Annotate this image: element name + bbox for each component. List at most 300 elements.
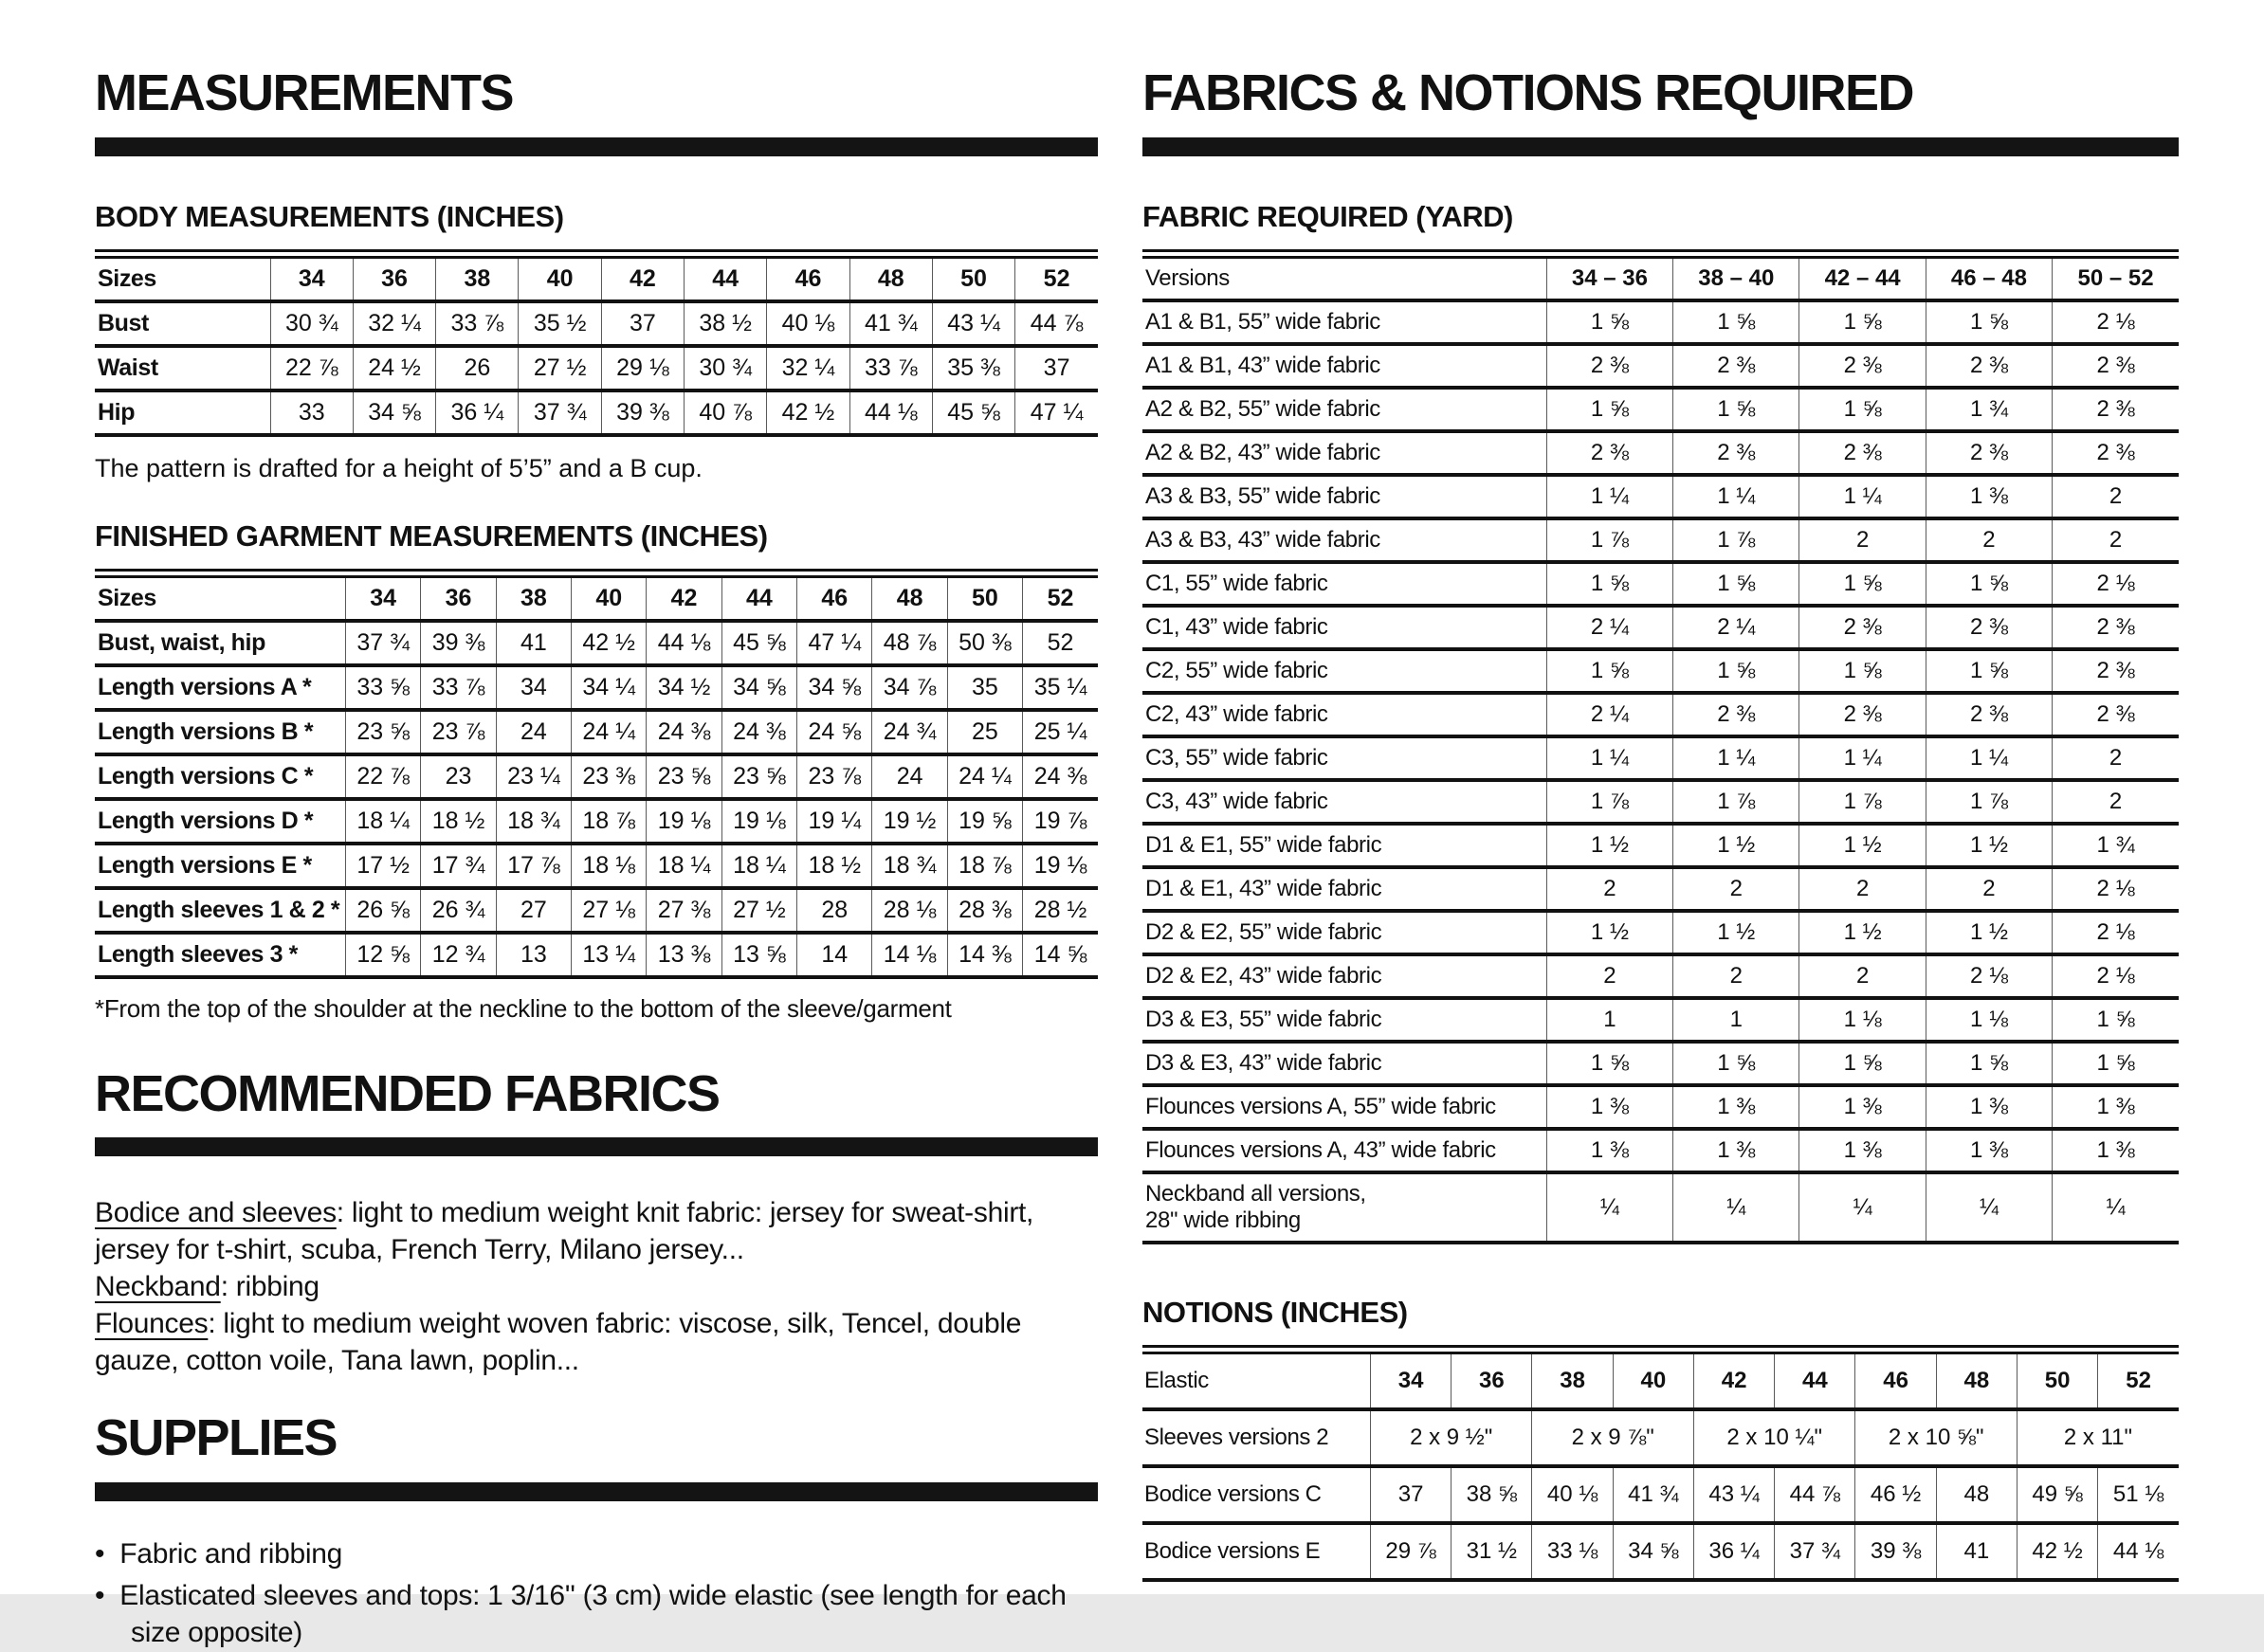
value-cell: 13: [496, 933, 571, 977]
table-row: [95, 844, 1098, 888]
value-cell: 2 x 9 ½": [1370, 1409, 1532, 1466]
value-cell: 34 ½: [647, 665, 721, 710]
value-cell: 24 ¾: [872, 710, 947, 754]
value-cell: 1 ⅝: [1799, 300, 1926, 344]
value-cell: 30 ¾: [270, 301, 353, 346]
value-cell: 29 ⅛: [601, 346, 684, 390]
value-cell: 42 ½: [2017, 1523, 2097, 1580]
left-column: [95, 66, 1098, 1652]
value-cell: 1 ⅝: [1673, 649, 1799, 693]
table-row: [95, 621, 1098, 665]
supplies-list: [95, 1535, 1098, 1652]
table-row: [1142, 1172, 2179, 1243]
value-cell: 22 ⅞: [270, 346, 353, 390]
value-cell: 37: [1370, 1466, 1451, 1523]
value-cell: 1 ½: [1926, 911, 2052, 954]
value-cell: 1 ⅜: [1546, 1085, 1672, 1129]
table-row: [1142, 562, 2179, 606]
column-header: 50: [932, 257, 1014, 301]
value-cell: 24: [872, 754, 947, 799]
value-cell: 28 ½: [1023, 888, 1098, 933]
value-cell: 1 ⅝: [1546, 649, 1672, 693]
value-cell: 33 ⅝: [346, 665, 421, 710]
value-cell: 2 ⅜: [1926, 606, 2052, 649]
column-header: 46 – 48: [1926, 257, 2052, 300]
table-row: [1142, 649, 2179, 693]
section-rule: [1142, 137, 2179, 156]
fabric-description: : light to medium weight knit fabric: jersey for sweat-shirt, jersey for t-shirt, scuba, French Terry, Milano jersey...: [95, 1197, 1034, 1266]
value-cell: 18 ¼: [346, 799, 421, 844]
value-cell: 18 ⅞: [947, 844, 1022, 888]
value-cell: 24 ⅜: [1023, 754, 1098, 799]
table-row: [1142, 954, 2179, 998]
table-row: [95, 301, 1098, 346]
value-cell: 1 ¼: [1799, 475, 1926, 518]
value-cell: 1 ½: [1799, 911, 1926, 954]
value-cell: 2: [1799, 867, 1926, 911]
notions-heading: NOTIONS (INCHES): [1142, 1295, 1408, 1329]
value-cell: 1 ⅜: [1673, 1085, 1799, 1129]
value-cell: 1 ⅝: [1673, 388, 1799, 431]
value-cell: 1 ⅝: [2053, 1042, 2179, 1085]
fabric-recommendation-line: [95, 1305, 1098, 1379]
value-cell: 2 ⅜: [1799, 431, 1926, 475]
column-header: 42: [647, 576, 721, 621]
finished-garment-table-wrap: [95, 569, 1098, 979]
value-cell: 2 ⅜: [1673, 431, 1799, 475]
table-row: [95, 257, 1098, 301]
value-cell: 1 ⅝: [1673, 300, 1799, 344]
row-label: C1, 55” wide fabric: [1142, 562, 1546, 606]
value-cell: 13 ⅝: [721, 933, 796, 977]
row-label: Length versions D *: [95, 799, 346, 844]
value-cell: 40 ⅞: [685, 390, 767, 435]
value-cell: 23 ⅝: [721, 754, 796, 799]
value-cell: 1 ¾: [1926, 388, 2052, 431]
value-cell: 2 ⅛: [2053, 300, 2179, 344]
value-cell: 1 ⅞: [1673, 518, 1799, 562]
value-cell: 1 ⅝: [1799, 1042, 1926, 1085]
value-cell: 1 ⅜: [1799, 1129, 1926, 1172]
table-row: [95, 754, 1098, 799]
value-cell: 27 ½: [519, 346, 601, 390]
value-cell: 18 ¼: [721, 844, 796, 888]
value-cell: 18 ⅛: [572, 844, 647, 888]
value-cell: ¼: [2053, 1172, 2179, 1243]
value-cell: 2 ¼: [1546, 606, 1672, 649]
value-cell: 2 ⅜: [1673, 693, 1799, 736]
row-label: D3 & E3, 43” wide fabric: [1142, 1042, 1546, 1085]
row-label: A1 & B1, 55” wide fabric: [1142, 300, 1546, 344]
table-row: [1142, 518, 2179, 562]
section-rule: [95, 137, 1098, 156]
value-cell: 37: [1015, 346, 1098, 390]
row-label: C3, 55” wide fabric: [1142, 736, 1546, 780]
value-cell: 1 ⅝: [1546, 1042, 1672, 1085]
value-cell: 1 ⅜: [1546, 1129, 1672, 1172]
value-cell: 2: [2053, 780, 2179, 824]
value-cell: 12 ⅝: [346, 933, 421, 977]
value-cell: 26 ⅝: [346, 888, 421, 933]
value-cell: ¼: [1546, 1172, 1672, 1243]
value-cell: 1 ⅝: [1926, 649, 2052, 693]
column-header: 48: [872, 576, 947, 621]
value-cell: 38 ⅝: [1452, 1466, 1532, 1523]
header-label: Elastic: [1142, 1352, 1370, 1409]
row-label: A1 & B1, 43” wide fabric: [1142, 344, 1546, 388]
value-cell: 1 ⅜: [1673, 1129, 1799, 1172]
value-cell: 39 ⅜: [1855, 1523, 1936, 1580]
table-row: [1142, 388, 2179, 431]
value-cell: 49 ⅝: [2017, 1466, 2097, 1523]
value-cell: ¼: [1926, 1172, 2052, 1243]
value-cell: 18 ½: [797, 844, 872, 888]
value-cell: 2 ⅜: [2053, 431, 2179, 475]
value-cell: 2 ⅜: [2053, 606, 2179, 649]
value-cell: 2: [1926, 867, 2052, 911]
value-cell: 1 ½: [1546, 911, 1672, 954]
value-cell: 1 ½: [1673, 824, 1799, 867]
table-row: [95, 390, 1098, 435]
value-cell: 1 ⅜: [1799, 1085, 1926, 1129]
fabric-required-table-wrap: [1142, 249, 2179, 1244]
fabrics-notions-title: FABRICS & NOTIONS REQUIRED: [1142, 64, 1914, 121]
value-cell: 1 ⅜: [2053, 1085, 2179, 1129]
value-cell: 2 ⅜: [2053, 649, 2179, 693]
column-header: 34 – 36: [1546, 257, 1672, 300]
recommended-fabrics-title: RECOMMENDED FABRICS: [95, 1064, 720, 1122]
row-label: Length versions E *: [95, 844, 346, 888]
value-cell: 2: [1546, 954, 1672, 998]
body-measurements-heading: BODY MEASUREMENTS (INCHES): [95, 199, 564, 233]
column-header: 46: [767, 257, 849, 301]
value-cell: 2 ⅛: [1926, 954, 2052, 998]
value-cell: 48 ⅞: [872, 621, 947, 665]
value-cell: 1 ⅜: [1926, 1129, 2052, 1172]
value-cell: 19 ⅛: [1023, 844, 1098, 888]
column-header: 46: [797, 576, 872, 621]
value-cell: 34: [496, 665, 571, 710]
value-cell: 47 ¼: [797, 621, 872, 665]
value-cell: 2 ⅜: [1799, 693, 1926, 736]
value-cell: 41 ¾: [849, 301, 932, 346]
row-label: Length sleeves 3 *: [95, 933, 346, 977]
row-label: C2, 55” wide fabric: [1142, 649, 1546, 693]
value-cell: 44 ⅛: [2098, 1523, 2179, 1580]
recommended-fabrics-paragraph: [95, 1194, 1098, 1379]
table-row: [1142, 1523, 2179, 1580]
value-cell: 47 ¼: [1015, 390, 1098, 435]
value-cell: 37 ¾: [346, 621, 421, 665]
value-cell: 2 ⅛: [2053, 867, 2179, 911]
value-cell: 2 ⅜: [1926, 693, 2052, 736]
value-cell: 1 ½: [1673, 911, 1799, 954]
value-cell: 48: [1936, 1466, 2017, 1523]
row-label: Flounces versions A, 43” wide fabric: [1142, 1129, 1546, 1172]
table-row: [1142, 824, 2179, 867]
value-cell: 1 ⅝: [1673, 562, 1799, 606]
table-row: [1142, 344, 2179, 388]
table-row: [1142, 431, 2179, 475]
header-label: Sizes: [95, 257, 270, 301]
value-cell: 23 ⅝: [346, 710, 421, 754]
table-row: [1142, 606, 2179, 649]
row-label: D2 & E2, 55” wide fabric: [1142, 911, 1546, 954]
value-cell: 19 ⅞: [1023, 799, 1098, 844]
value-cell: 1 ½: [1926, 824, 2052, 867]
value-cell: 2: [1673, 867, 1799, 911]
value-cell: 28 ⅛: [872, 888, 947, 933]
row-label: Waist: [95, 346, 270, 390]
column-header: 38: [496, 576, 571, 621]
column-header: 50 – 52: [2053, 257, 2179, 300]
value-cell: 2 ⅜: [1926, 344, 2052, 388]
value-cell: 45 ⅝: [721, 621, 796, 665]
row-label: C3, 43” wide fabric: [1142, 780, 1546, 824]
fabric-description: : ribbing: [220, 1271, 320, 1303]
table-row: [1142, 1409, 2179, 1466]
value-cell: 27 ⅜: [647, 888, 721, 933]
value-cell: 34 ⅝: [721, 665, 796, 710]
table-row: [95, 576, 1098, 621]
value-cell: 17 ⅞: [496, 844, 571, 888]
column-header: 36: [353, 257, 435, 301]
column-header: 36: [1452, 1352, 1532, 1409]
row-label: C1, 43” wide fabric: [1142, 606, 1546, 649]
value-cell: 2 ⅜: [1926, 431, 2052, 475]
value-cell: 2 x 10 ¼": [1693, 1409, 1855, 1466]
value-cell: 1 ⅜: [1926, 475, 2052, 518]
value-cell: 28: [797, 888, 872, 933]
value-cell: 23 ⅜: [572, 754, 647, 799]
value-cell: 39 ⅜: [421, 621, 496, 665]
value-cell: 35 ⅜: [932, 346, 1014, 390]
value-cell: 32 ¼: [767, 346, 849, 390]
table-row: [1142, 780, 2179, 824]
value-cell: 39 ⅜: [601, 390, 684, 435]
table-row: [1142, 1042, 2179, 1085]
value-cell: 37: [601, 301, 684, 346]
value-cell: 34 ⅞: [872, 665, 947, 710]
value-cell: 1 ⅞: [1673, 780, 1799, 824]
value-cell: 1 ⅝: [1926, 300, 2052, 344]
column-header: 44: [721, 576, 796, 621]
value-cell: 1 ⅝: [1546, 562, 1672, 606]
value-cell: 12 ¾: [421, 933, 496, 977]
value-cell: 37 ¾: [519, 390, 601, 435]
value-cell: 2: [1673, 954, 1799, 998]
table-row: [1142, 300, 2179, 344]
value-cell: 50 ⅜: [947, 621, 1022, 665]
value-cell: 1 ¼: [1546, 736, 1672, 780]
value-cell: 26: [436, 346, 519, 390]
row-label: A3 & B3, 55” wide fabric: [1142, 475, 1546, 518]
value-cell: 19 ⅛: [721, 799, 796, 844]
value-cell: 14: [797, 933, 872, 977]
value-cell: 41 ¾: [1613, 1466, 1693, 1523]
value-cell: 35: [947, 665, 1022, 710]
value-cell: 14 ⅜: [947, 933, 1022, 977]
table-row: [95, 346, 1098, 390]
value-cell: 25 ¼: [1023, 710, 1098, 754]
value-cell: 1 ¼: [1799, 736, 1926, 780]
value-cell: 30 ¾: [685, 346, 767, 390]
value-cell: 26 ¾: [421, 888, 496, 933]
value-cell: 1 ⅞: [1926, 780, 2052, 824]
value-cell: 13 ¼: [572, 933, 647, 977]
column-header: 34: [1370, 1352, 1451, 1409]
value-cell: 1 ¼: [1546, 475, 1672, 518]
value-cell: 2: [1546, 867, 1672, 911]
column-header: 36: [421, 576, 496, 621]
column-header: 38: [1532, 1352, 1613, 1409]
value-cell: 33: [270, 390, 353, 435]
value-cell: 31 ½: [1452, 1523, 1532, 1580]
value-cell: 1 ¾: [2053, 824, 2179, 867]
column-header: 40: [572, 576, 647, 621]
row-label: Bodice versions C: [1142, 1466, 1370, 1523]
value-cell: 1 ⅝: [1926, 1042, 2052, 1085]
column-header: 34: [270, 257, 353, 301]
length-footnote: *From the top of the shoulder at the neckline to the bottom of the sleeve/garment: [95, 993, 952, 1023]
row-label: Flounces versions A, 55” wide fabric: [1142, 1085, 1546, 1129]
value-cell: 18 ¾: [496, 799, 571, 844]
value-cell: 41: [1936, 1523, 2017, 1580]
finished-garment-table: [95, 575, 1098, 979]
value-cell: 1 ⅜: [1926, 1085, 2052, 1129]
table-row: [95, 799, 1098, 844]
value-cell: 22 ⅞: [346, 754, 421, 799]
value-cell: 1 ⅛: [1926, 998, 2052, 1042]
table-row: [1142, 911, 2179, 954]
supplies-item: • Fabric and ribbing: [95, 1535, 1098, 1573]
fabric-term: Flounces: [95, 1308, 209, 1340]
column-header: 46: [1855, 1352, 1936, 1409]
notions-table-wrap: [1142, 1345, 2179, 1582]
value-cell: 17 ¾: [421, 844, 496, 888]
table-row: [1142, 998, 2179, 1042]
column-header: 44: [685, 257, 767, 301]
body-measurements-table-wrap: [95, 249, 1098, 437]
value-cell: 40 ⅛: [1532, 1466, 1613, 1523]
value-cell: 34 ⅝: [1613, 1523, 1693, 1580]
value-cell: 2 ⅜: [1799, 344, 1926, 388]
value-cell: 2: [1799, 518, 1926, 562]
row-label: Length versions B *: [95, 710, 346, 754]
row-label: D3 & E3, 55” wide fabric: [1142, 998, 1546, 1042]
column-header: 48: [849, 257, 932, 301]
table-row: [1142, 1129, 2179, 1172]
column-header: 42: [601, 257, 684, 301]
value-cell: 35 ½: [519, 301, 601, 346]
value-cell: 33 ⅞: [421, 665, 496, 710]
value-cell: 36 ¼: [436, 390, 519, 435]
row-label: Bust, waist, hip: [95, 621, 346, 665]
row-label: Length versions A *: [95, 665, 346, 710]
value-cell: 1 ¼: [1673, 475, 1799, 518]
value-cell: 18 ½: [421, 799, 496, 844]
column-header: 42 – 44: [1799, 257, 1926, 300]
value-cell: 2 ¼: [1546, 693, 1672, 736]
header-label: Versions: [1142, 257, 1546, 300]
column-header: 52: [1015, 257, 1098, 301]
table-row: [1142, 693, 2179, 736]
value-cell: 2 ⅜: [1546, 344, 1672, 388]
value-cell: 2: [2053, 518, 2179, 562]
row-label: Length sleeves 1 & 2 *: [95, 888, 346, 933]
value-cell: 2: [1799, 954, 1926, 998]
value-cell: 1 ⅝: [1799, 388, 1926, 431]
value-cell: 14 ⅛: [872, 933, 947, 977]
column-header: 50: [947, 576, 1022, 621]
value-cell: 1 ½: [1799, 824, 1926, 867]
value-cell: 33 ⅞: [436, 301, 519, 346]
value-cell: 2 ⅜: [1673, 344, 1799, 388]
table-row: [1142, 736, 2179, 780]
value-cell: 34 ¼: [572, 665, 647, 710]
table-row: [95, 933, 1098, 977]
value-cell: 43 ¼: [932, 301, 1014, 346]
column-header: 38: [436, 257, 519, 301]
value-cell: 2 x 11": [2017, 1409, 2179, 1466]
value-cell: 38 ½: [685, 301, 767, 346]
row-label: Bust: [95, 301, 270, 346]
table-row: [1142, 867, 2179, 911]
value-cell: 13 ⅜: [647, 933, 721, 977]
row-label: D1 & E1, 43” wide fabric: [1142, 867, 1546, 911]
value-cell: 36 ¼: [1693, 1523, 1774, 1580]
value-cell: 1 ½: [1546, 824, 1672, 867]
row-label: Sleeves versions 2: [1142, 1409, 1370, 1466]
value-cell: 2 ⅛: [2053, 911, 2179, 954]
value-cell: 17 ½: [346, 844, 421, 888]
value-cell: 27 ⅛: [572, 888, 647, 933]
value-cell: 1 ⅜: [2053, 1129, 2179, 1172]
value-cell: ¼: [1673, 1172, 1799, 1243]
right-column: [1142, 66, 2179, 1582]
row-label: Bodice versions E: [1142, 1523, 1370, 1580]
supplies-item: • Elasticated sleeves and tops: 1 3/16'' (3 cm) wide elastic (see length for each size opposite): [95, 1577, 1098, 1652]
table-row: [1142, 475, 2179, 518]
value-cell: 2: [2053, 736, 2179, 780]
column-header: 52: [1023, 576, 1098, 621]
value-cell: 23: [421, 754, 496, 799]
table-row: [1142, 1085, 2179, 1129]
fabric-description: : light to medium weight woven fabric: viscose, silk, Tencel, double gauze, cotton voile, Tana lawn, poplin...: [95, 1308, 1022, 1377]
value-cell: 24 ¼: [572, 710, 647, 754]
value-cell: 1 ⅝: [1926, 562, 2052, 606]
value-cell: 33 ⅞: [849, 346, 932, 390]
value-cell: 44 ⅛: [647, 621, 721, 665]
value-cell: 41: [496, 621, 571, 665]
fabric-required-table: [1142, 256, 2179, 1244]
value-cell: 1 ⅝: [1546, 300, 1672, 344]
value-cell: 2 ⅜: [1546, 431, 1672, 475]
row-label: A2 & B2, 55” wide fabric: [1142, 388, 1546, 431]
value-cell: 24 ⅜: [721, 710, 796, 754]
value-cell: 24 ½: [353, 346, 435, 390]
value-cell: 19 ⅝: [947, 799, 1022, 844]
value-cell: 2 ⅜: [2053, 344, 2179, 388]
value-cell: 1 ¼: [1673, 736, 1799, 780]
value-cell: 1 ⅞: [1546, 780, 1672, 824]
value-cell: 1 ⅝: [1799, 649, 1926, 693]
row-label: C2, 43” wide fabric: [1142, 693, 1546, 736]
row-label: D2 & E2, 43” wide fabric: [1142, 954, 1546, 998]
value-cell: 14 ⅝: [1023, 933, 1098, 977]
value-cell: 24: [496, 710, 571, 754]
value-cell: 1 ⅛: [1799, 998, 1926, 1042]
